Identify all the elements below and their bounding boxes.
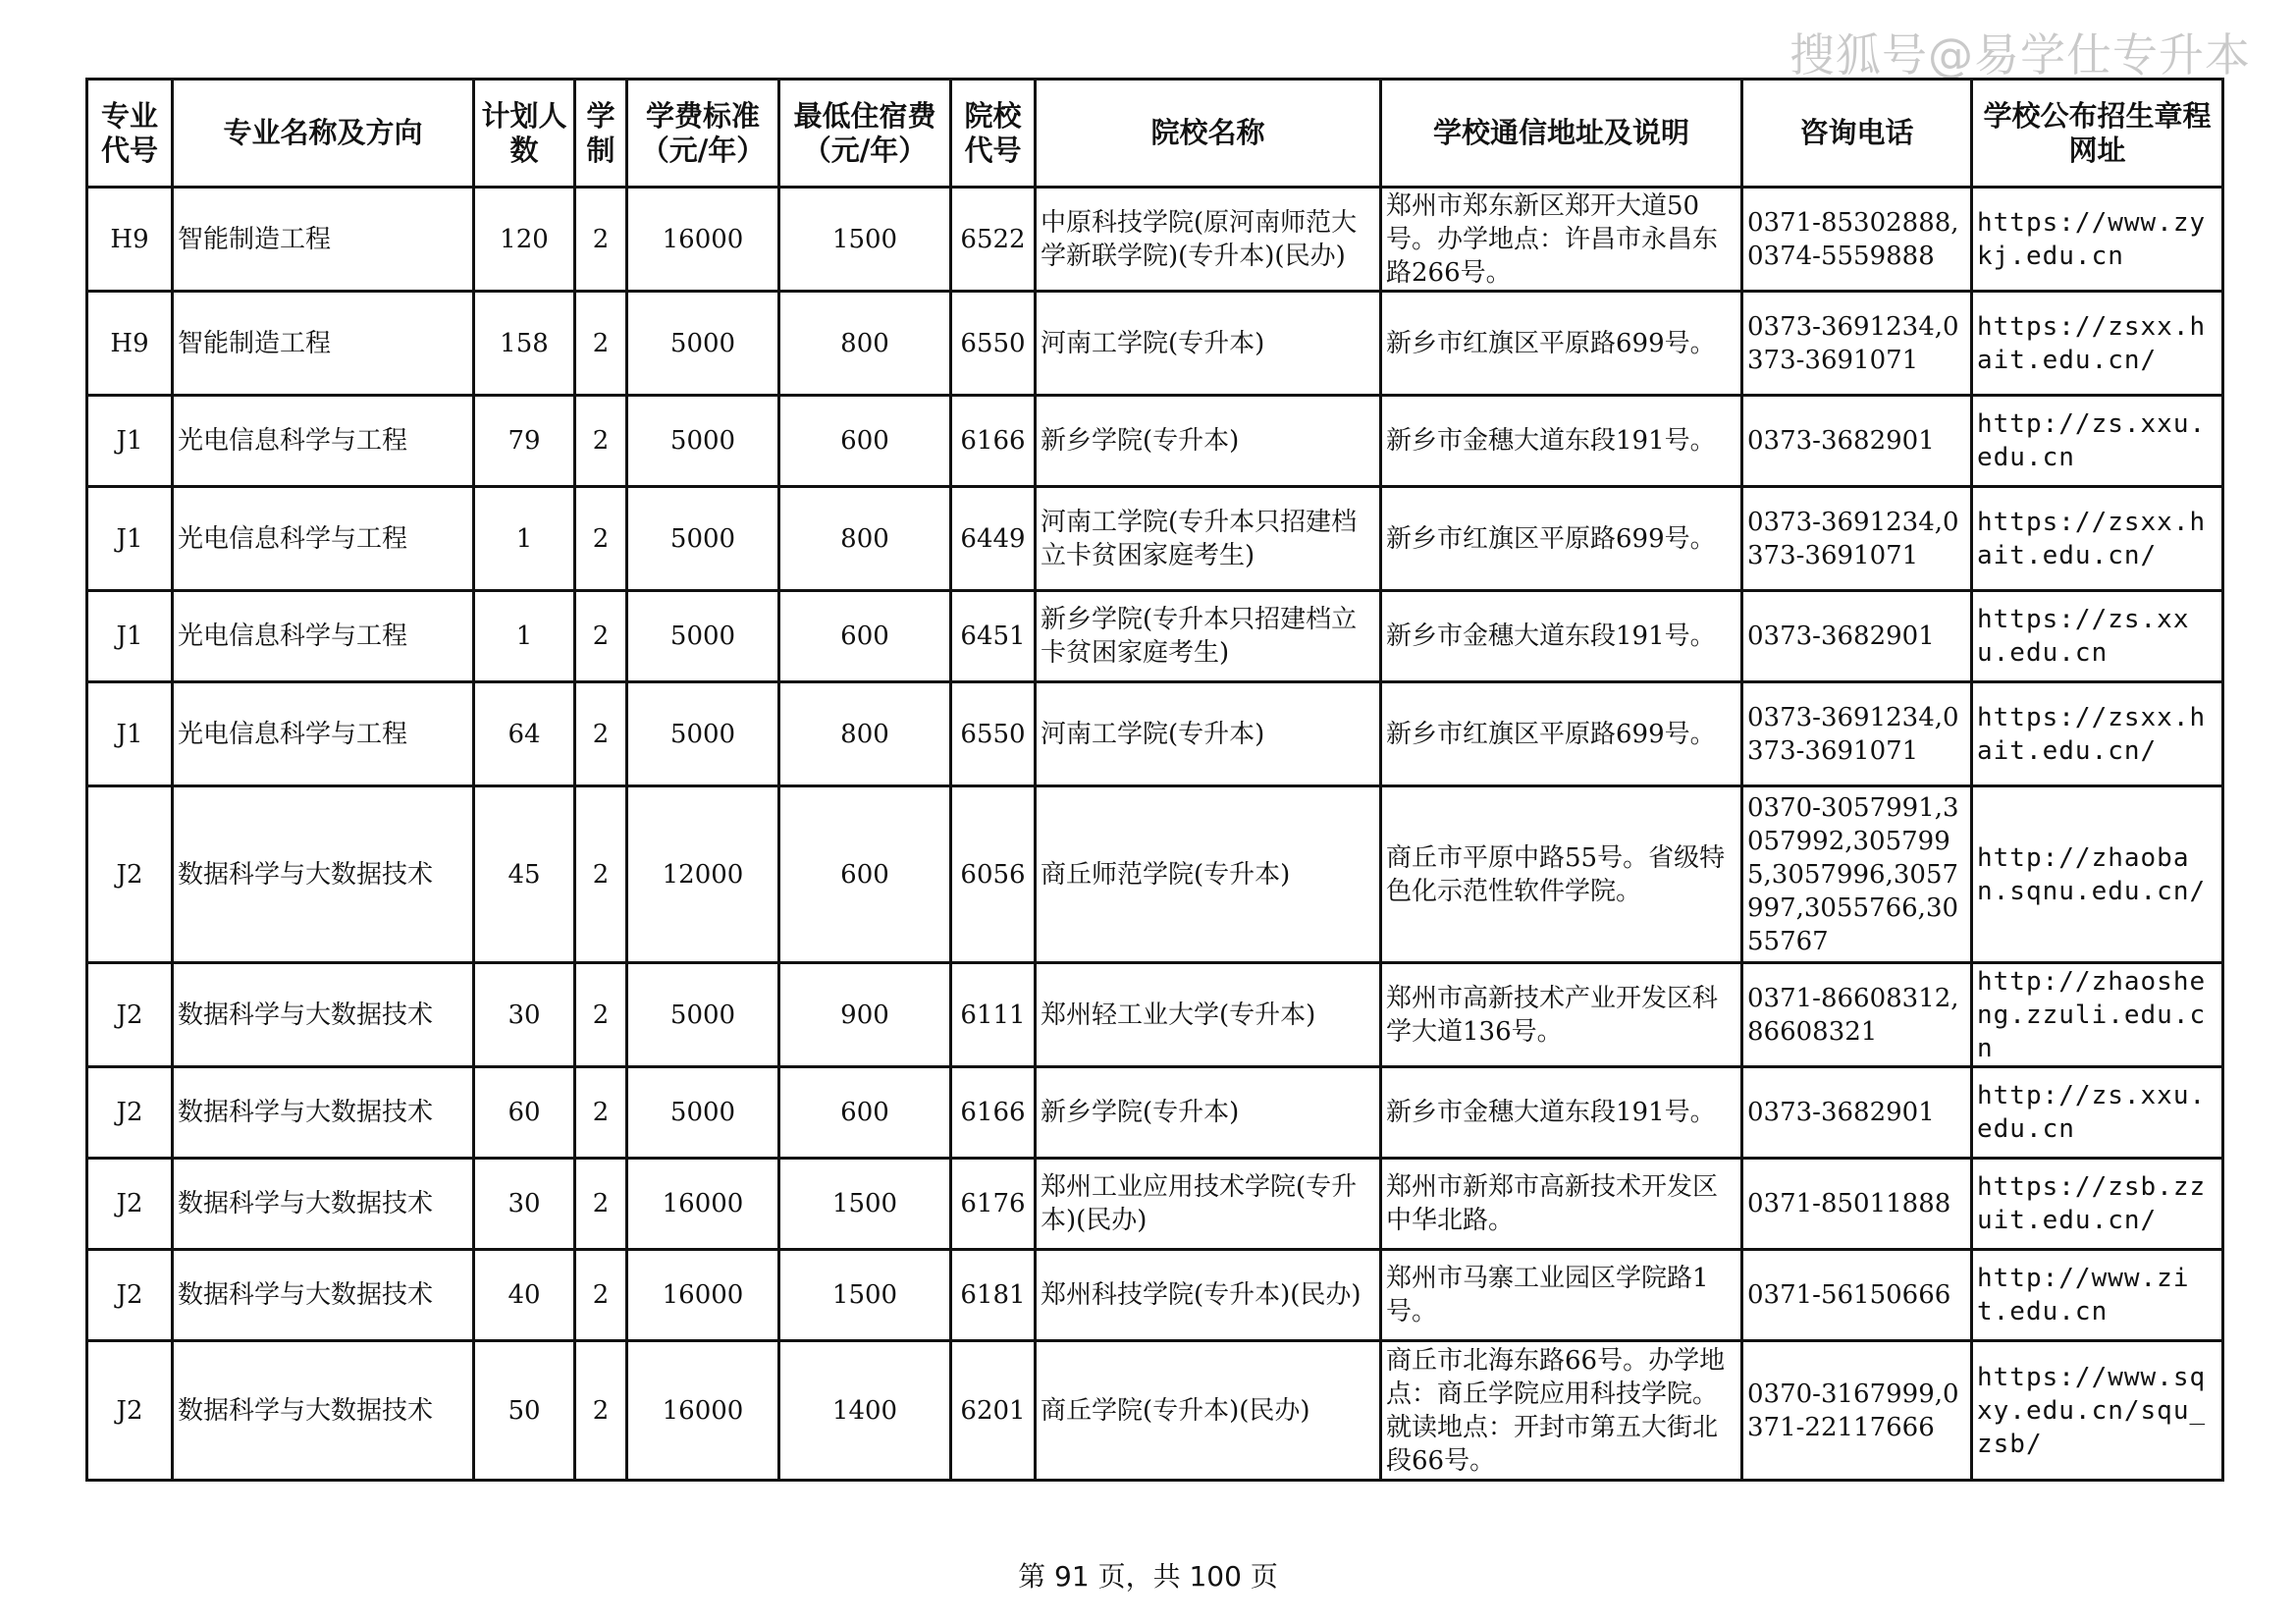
header-years: 学制 [575,80,627,188]
cell-years: 2 [575,591,627,682]
header-major-name: 专业名称及方向 [173,80,474,188]
cell-lodging: 800 [779,292,951,396]
cell-school-name: 河南工学院(专升本只招建档立卡贫困家庭考生) [1036,487,1381,591]
header-lodging: 最低住宿费（元/年） [779,80,951,188]
cell-school-name: 新乡学院(专升本) [1036,396,1381,487]
cell-lodging: 800 [779,487,951,591]
cell-years: 2 [575,963,627,1067]
cell-years: 2 [575,487,627,591]
table-row [87,487,2223,591]
cell-address: 郑州市郑东新区郑开大道50号。办学地点：许昌市永昌东路266号。 [1381,188,1742,292]
header-plan: 计划人数 [474,80,575,188]
cell-phone: 0373-3682901 [1742,396,1972,487]
cell-url[interactable]: http://zhaosheng.zzuli.edu.cn [1972,963,2223,1067]
cell-school-name: 商丘学院(专升本)(民办) [1036,1341,1381,1481]
header-major-code: 专业代号 [87,80,173,188]
cell-major-code: J1 [87,396,173,487]
cell-school-name: 河南工学院(专升本) [1036,682,1381,786]
cell-major-name: 光电信息科学与工程 [173,682,474,786]
cell-plan: 1 [474,591,575,682]
cell-school-code: 6166 [951,1067,1036,1159]
cell-phone: 0371-85011888 [1742,1159,1972,1250]
table-row [87,1159,2223,1250]
cell-lodging: 1500 [779,1250,951,1341]
cell-tuition: 12000 [627,786,779,963]
cell-tuition: 5000 [627,292,779,396]
cell-school-name: 商丘师范学院(专升本) [1036,786,1381,963]
cell-address: 新乡市金穗大道东段191号。 [1381,591,1742,682]
cell-school-code: 6451 [951,591,1036,682]
cell-url[interactable]: https://zsxx.hait.edu.cn/ [1972,292,2223,396]
cell-plan: 1 [474,487,575,591]
cell-plan: 40 [474,1250,575,1341]
cell-major-name: 光电信息科学与工程 [173,591,474,682]
cell-plan: 30 [474,1159,575,1250]
header-school-code: 院校代号 [951,80,1036,188]
table-row [87,1250,2223,1341]
cell-address: 新乡市红旗区平原路699号。 [1381,292,1742,396]
cell-plan: 45 [474,786,575,963]
cell-address: 商丘市北海东路66号。办学地点：商丘学院应用科技学院。就读地点：开封市第五大街北段66号。 [1381,1341,1742,1481]
cell-address: 郑州市高新技术产业开发区科学大道136号。 [1381,963,1742,1067]
cell-school-code: 6111 [951,963,1036,1067]
cell-url[interactable]: https://zsxx.hait.edu.cn/ [1972,487,2223,591]
table-row [87,963,2223,1067]
cell-url[interactable]: http://zs.xxu.edu.cn [1972,1067,2223,1159]
cell-school-code: 6176 [951,1159,1036,1250]
cell-address: 新乡市红旗区平原路699号。 [1381,682,1742,786]
cell-major-code: J2 [87,1067,173,1159]
cell-phone: 0373-3691234,0373-3691071 [1742,682,1972,786]
cell-url[interactable]: https://zs.xxu.edu.cn [1972,591,2223,682]
cell-major-name: 数据科学与大数据技术 [173,1341,474,1481]
table-row [87,682,2223,786]
cell-address: 新乡市金穗大道东段191号。 [1381,1067,1742,1159]
admission-table [85,78,2224,1482]
cell-major-name: 数据科学与大数据技术 [173,786,474,963]
cell-url[interactable]: https://zsxx.hait.edu.cn/ [1972,682,2223,786]
cell-years: 2 [575,682,627,786]
cell-lodging: 600 [779,591,951,682]
cell-school-code: 6201 [951,1341,1036,1481]
cell-tuition: 5000 [627,591,779,682]
cell-years: 2 [575,1159,627,1250]
cell-major-code: J2 [87,1250,173,1341]
cell-plan: 50 [474,1341,575,1481]
cell-url[interactable]: http://zs.xxu.edu.cn [1972,396,2223,487]
table-row [87,786,2223,963]
cell-tuition: 16000 [627,188,779,292]
cell-years: 2 [575,1067,627,1159]
cell-phone: 0373-3691234,0373-3691071 [1742,292,1972,396]
cell-school-name: 中原科技学院(原河南师范大学新联学院)(专升本)(民办) [1036,188,1381,292]
cell-lodging: 1400 [779,1341,951,1481]
cell-plan: 30 [474,963,575,1067]
cell-url[interactable]: https://www.sqxy.edu.cn/squ_zsb/ [1972,1341,2223,1481]
table-row [87,188,2223,292]
cell-school-name: 郑州科技学院(专升本)(民办) [1036,1250,1381,1341]
cell-address: 郑州市新郑市高新技术开发区中华北路。 [1381,1159,1742,1250]
cell-major-code: J2 [87,963,173,1067]
table-row [87,1341,2223,1481]
cell-major-code: J2 [87,1341,173,1481]
cell-tuition: 16000 [627,1159,779,1250]
cell-years: 2 [575,396,627,487]
cell-url[interactable]: http://www.zit.edu.cn [1972,1250,2223,1341]
cell-major-code: J1 [87,682,173,786]
cell-lodging: 900 [779,963,951,1067]
cell-school-name: 郑州轻工业大学(专升本) [1036,963,1381,1067]
cell-phone: 0373-3691234,0373-3691071 [1742,487,1972,591]
table-row [87,396,2223,487]
cell-tuition: 16000 [627,1341,779,1481]
header-school-name: 院校名称 [1036,80,1381,188]
cell-major-code: J1 [87,487,173,591]
table-row [87,292,2223,396]
cell-school-code: 6166 [951,396,1036,487]
cell-lodging: 600 [779,396,951,487]
cell-url[interactable]: https://zsb.zzuit.edu.cn/ [1972,1159,2223,1250]
cell-lodging: 1500 [779,188,951,292]
cell-lodging: 600 [779,1067,951,1159]
header-address: 学校通信地址及说明 [1381,80,1742,188]
cell-phone: 0373-3682901 [1742,591,1972,682]
cell-tuition: 5000 [627,487,779,591]
cell-years: 2 [575,1250,627,1341]
cell-tuition: 5000 [627,682,779,786]
cell-school-code: 6550 [951,682,1036,786]
cell-years: 2 [575,292,627,396]
cell-major-code: J2 [87,786,173,963]
cell-school-name: 郑州工业应用技术学院(专升本)(民办) [1036,1159,1381,1250]
header-url: 学校公布招生章程网址 [1972,80,2223,188]
cell-plan: 60 [474,1067,575,1159]
cell-major-code: H9 [87,292,173,396]
cell-major-name: 数据科学与大数据技术 [173,963,474,1067]
cell-school-code: 6181 [951,1250,1036,1341]
cell-major-name: 数据科学与大数据技术 [173,1067,474,1159]
table-row [87,1067,2223,1159]
cell-plan: 158 [474,292,575,396]
cell-years: 2 [575,188,627,292]
cell-major-name: 数据科学与大数据技术 [173,1250,474,1341]
cell-phone: 0370-3057991,3057992,3057995,3057996,3057997,3055766,3055767 [1742,786,1972,963]
cell-url[interactable]: http://zhaoban.sqnu.edu.cn/ [1972,786,2223,963]
watermark: 搜狐号@易学仕专升本 [1789,28,2251,81]
header-tuition: 学费标准（元/年） [627,80,779,188]
cell-school-code: 6522 [951,188,1036,292]
cell-address: 新乡市红旗区平原路699号。 [1381,487,1742,591]
cell-plan: 120 [474,188,575,292]
cell-phone: 0371-56150666 [1742,1250,1972,1341]
cell-phone: 0373-3682901 [1742,1067,1972,1159]
cell-address: 郑州市马寨工业园区学院路1号。 [1381,1250,1742,1341]
cell-school-code: 6550 [951,292,1036,396]
cell-plan: 79 [474,396,575,487]
cell-major-code: H9 [87,188,173,292]
cell-major-name: 智能制造工程 [173,292,474,396]
cell-school-name: 河南工学院(专升本) [1036,292,1381,396]
table-row [87,591,2223,682]
cell-tuition: 5000 [627,396,779,487]
cell-major-code: J2 [87,1159,173,1250]
cell-phone: 0371-86608312,86608321 [1742,963,1972,1067]
cell-phone: 0370-3167999,0371-22117666 [1742,1341,1972,1481]
cell-phone: 0371-85302888,0374-5559888 [1742,188,1972,292]
cell-lodging: 1500 [779,1159,951,1250]
cell-address: 新乡市金穗大道东段191号。 [1381,396,1742,487]
cell-address: 商丘市平原中路55号。省级特色化示范性软件学院。 [1381,786,1742,963]
cell-school-code: 6056 [951,786,1036,963]
cell-url[interactable]: https://www.zykj.edu.cn [1972,188,2223,292]
cell-major-name: 数据科学与大数据技术 [173,1159,474,1250]
cell-tuition: 5000 [627,963,779,1067]
cell-lodging: 600 [779,786,951,963]
page-footer: 第 91 页，共 100 页 [1018,1560,1278,1593]
cell-school-code: 6449 [951,487,1036,591]
cell-school-name: 新乡学院(专升本) [1036,1067,1381,1159]
cell-plan: 64 [474,682,575,786]
cell-major-code: J1 [87,591,173,682]
cell-tuition: 16000 [627,1250,779,1341]
cell-years: 2 [575,786,627,963]
header-phone: 咨询电话 [1742,80,1972,188]
cell-major-name: 智能制造工程 [173,188,474,292]
cell-major-name: 光电信息科学与工程 [173,396,474,487]
cell-tuition: 5000 [627,1067,779,1159]
header-row [87,80,2223,188]
cell-major-name: 光电信息科学与工程 [173,487,474,591]
cell-lodging: 800 [779,682,951,786]
cell-school-name: 新乡学院(专升本只招建档立卡贫困家庭考生) [1036,591,1381,682]
cell-years: 2 [575,1341,627,1481]
